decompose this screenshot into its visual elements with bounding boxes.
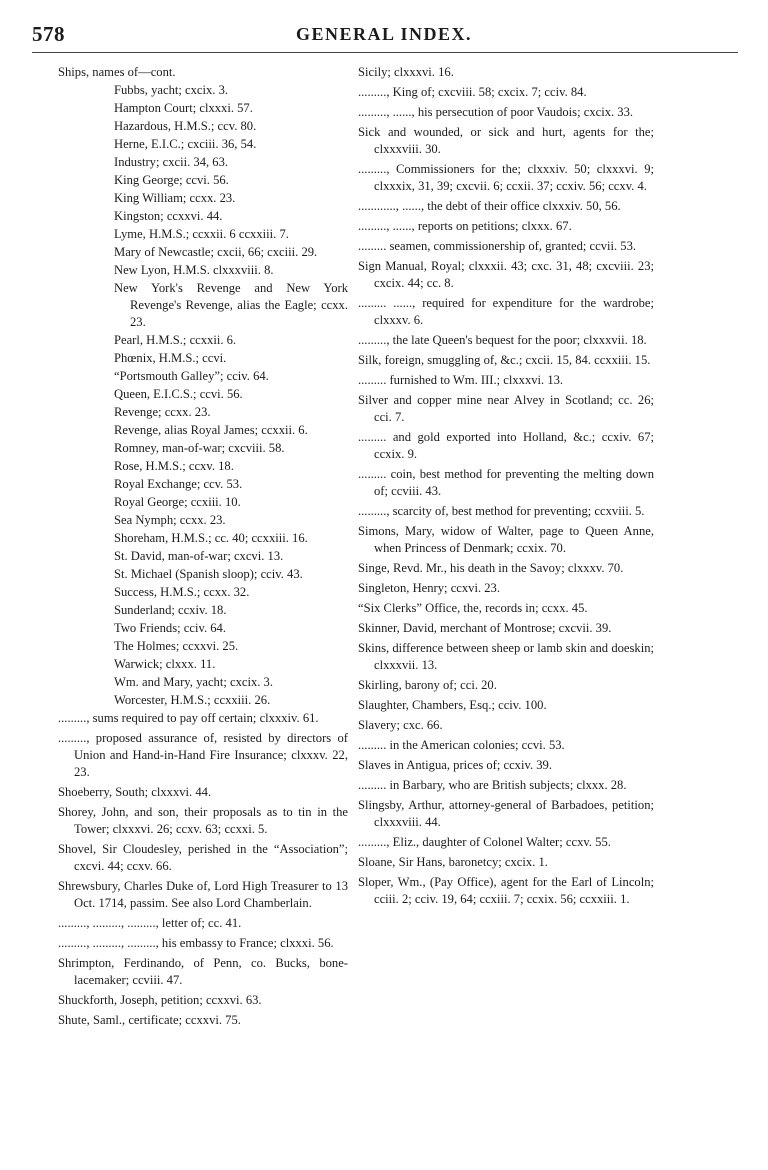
index-entry: Slaughter, Chambers, Esq.; cciv. 100. (358, 698, 547, 712)
index-entry: Hampton Court; clxxxi. 57. (114, 101, 253, 115)
index-entry: Sloane, Sir Hans, baronetcy; cxcix. 1. (358, 855, 548, 869)
index-entry: Hazardous, H.M.S.; ccv. 80. (114, 119, 257, 133)
index-entry: Slaves in Antigua, prices of; ccxiv. 39. (358, 758, 552, 772)
page-number: 578 (32, 22, 65, 46)
index-entry: ........., sums required to pay off certain; clxxxiv. 61. (58, 711, 319, 725)
index-entry: Mary of Newcastle; cxcii, 66; cxciii. 29. (114, 245, 318, 259)
running-head: GENERAL INDEX. (295, 24, 473, 44)
index-entry: Shoeberry, South; clxxxvi. 44. (58, 785, 212, 799)
index-entry: ........., ......, reports on petitions; clxxx. 67. (358, 219, 572, 233)
index-entry: Revenge, alias Royal James; ccxxii. 6. (114, 423, 308, 437)
index-entry: Shute, Saml., certificate; ccxxvi. 75. (58, 1013, 241, 1027)
index-entry: Shoreham, H.M.S.; cc. 40; ccxxiii. 16. (114, 531, 308, 545)
index-entry: Phœnix, H.M.S.; ccvi. (114, 351, 227, 365)
index-entry: Sloper, Wm., (Pay Office), agent for the Earl of Lincoln; cciii. 2; cciv. 19, 64; ccxiii. 7; ccxix. 56; ccxxiii. 1. (358, 875, 654, 906)
index-entry: Simons, Mary, widow of Walter, page to Queen Anne, when Princess of Denmark; ccxix. 70. (358, 524, 654, 555)
index-entry: ......... ......, required for expenditure for the wardrobe; clxxxv. 6. (358, 296, 654, 327)
index-entry: Revenge; ccxx. 23. (114, 405, 211, 419)
index-entry: Skins, difference between sheep or lamb skin and doeskin; clxxxvii. 13. (358, 641, 654, 672)
index-entry: Romney, man-of-war; cxcviii. 58. (114, 441, 285, 455)
index-entry: Queen, E.I.C.S.; ccvi. 56. (114, 387, 243, 401)
index-entry: “Six Clerks” Office, the, records in; ccxx. 45. (358, 601, 588, 615)
index-entry: Silver and copper mine near Alvey in Scotland; cc. 26; cci. 7. (358, 393, 654, 424)
index-entry: Sunderland; ccxiv. 18. (114, 603, 227, 617)
index-entry: King George; ccvi. 56. (114, 173, 229, 187)
index-entry: ........., proposed assurance of, resisted by directors of Union and Hand-in-Hand Fire Insurance; clxxxv. 22, 23. (58, 731, 348, 779)
header-rule (32, 52, 738, 53)
index-entry: New Lyon, H.M.S. clxxxviii. 8. (114, 263, 274, 277)
index-entry: ......... furnished to Wm. III.; clxxxvi. 13. (358, 373, 564, 387)
index-entry: Pearl, H.M.S.; ccxxii. 6. (114, 333, 237, 347)
index-entry: King William; ccxx. 23. (114, 191, 236, 205)
index-entry: Lyme, H.M.S.; ccxxii. 6 ccxxiii. 7. (114, 227, 289, 241)
index-entry: Shrimpton, Ferdinando, of Penn, co. Bucks, bone-lacemaker; ccviii. 47. (58, 956, 348, 987)
index-entry: ........., King of; cxcviii. 58; cxcix. 7; cciv. 84. (358, 85, 587, 99)
index-entry: ........., Eliz., daughter of Colonel Walter; ccxv. 55. (358, 835, 611, 849)
index-entry: Royal George; ccxiii. 10. (114, 495, 241, 509)
index-entry: Two Friends; cciv. 64. (114, 621, 226, 635)
index-entry: Sign Manual, Royal; clxxxii. 43; cxc. 31, 48; cxcviii. 23; cxcix. 44; cc. 8. (358, 259, 654, 290)
index-entry: ......... and gold exported into Holland, &c.; ccxiv. 67; ccxix. 9. (358, 430, 654, 461)
index-entry: Royal Exchange; ccv. 53. (114, 477, 243, 491)
index-entry: Ships, names of—cont. (58, 65, 176, 79)
index-entry: Industry; cxcii. 34, 63. (114, 155, 229, 169)
index-entry: Success, H.M.S.; ccxx. 32. (114, 585, 250, 599)
index-entry: Sick and wounded, or sick and hurt, agents for the; clxxxviii. 30. (358, 125, 654, 156)
index-entry: Shuckforth, Joseph, petition; ccxxvi. 63. (58, 993, 262, 1007)
index-entry: ........., scarcity of, best method for preventing; ccxviii. 5. (358, 504, 645, 518)
index-entry: ........., the late Queen's bequest for the poor; clxxxvii. 18. (358, 333, 647, 347)
index-entry: ......... seamen, commissionership of, granted; ccvii. 53. (358, 239, 637, 253)
index-entry: New York's Revenge and New York Revenge's Revenge, alias the Eagle; ccxx. 23. (114, 281, 348, 329)
index-entry: “Portsmouth Galley”; cciv. 64. (114, 369, 269, 383)
index-entry: The Holmes; ccxxvi. 25. (114, 639, 239, 653)
index-entry: ........., ........., ........., letter of; cc. 41. (58, 916, 242, 930)
index-entry: Sicily; clxxxvi. 16. (358, 65, 454, 79)
index-entry: Skinner, David, merchant of Montrose; cxcvii. 39. (358, 621, 612, 635)
index-entry: Kingston; ccxxvi. 44. (114, 209, 223, 223)
index-entry: ........., Commissioners for the; clxxxiv. 50; clxxxvi. 9; clxxxix, 31, 39; cxcvii. 6; ccxii. 37; ccxiv. 56; ccxv. 4. (358, 162, 654, 193)
index-entry: ......... in the American colonies; ccvi. 53. (358, 738, 565, 752)
index-entry: Fubbs, yacht; cxcix. 3. (114, 83, 229, 97)
index-entry: Rose, H.M.S.; ccxv. 18. (114, 459, 234, 473)
index-entry: Wm. and Mary, yacht; cxcix. 3. (114, 675, 274, 689)
index-entry: ........., ......, his persecution of poor Vaudois; cxcix. 33. (358, 105, 634, 119)
index-entry: St. Michael (Spanish sloop); cciv. 43. (114, 567, 303, 581)
index-entry: Singleton, Henry; ccxvi. 23. (358, 581, 501, 595)
index-entry: St. David, man-of-war; cxcvi. 13. (114, 549, 284, 563)
index-entry: Warwick; clxxx. 11. (114, 657, 216, 671)
index-entry: Shovel, Sir Cloudesley, perished in the “Association”; cxcvi. 44; ccxv. 66. (58, 842, 348, 873)
index-entry: Slavery; cxc. 66. (358, 718, 443, 732)
index-column-left (58, 64, 348, 1032)
index-entry: Herne, E.I.C.; cxciii. 36, 54. (114, 137, 257, 151)
index-entry: ............, ......, the debt of their office clxxxiv. 50, 56. (358, 199, 621, 213)
index-entry: Shorey, John, and son, their proposals as to tin in the Tower; clxxxvi. 26; ccxv. 63; ccxxi. 5. (58, 805, 348, 836)
index-entry: ......... in Barbary, who are British subjects; clxxx. 28. (358, 778, 627, 792)
index-entry: Shrewsbury, Charles Duke of, Lord High Treasurer to 13 Oct. 1714, passim. See also Lord Chamberlain. (58, 879, 348, 910)
index-entry: Singe, Revd. Mr., his death in the Savoy; clxxxv. 70. (358, 561, 624, 575)
index-entry: Slingsby, Arthur, attorney-general of Barbadoes, petition; clxxxviii. 44. (358, 798, 654, 829)
index-entry: ......... coin, best method for preventing the melting down of; ccviii. 43. (358, 467, 654, 498)
index-entry: Silk, foreign, smuggling of, &c.; cxcii. 15, 84. ccxxiii. 15. (358, 353, 651, 367)
index-entry: Skirling, barony of; cci. 20. (358, 678, 497, 692)
index-entry: Worcester, H.M.S.; ccxxiii. 26. (114, 693, 271, 707)
index-column-right (358, 64, 654, 911)
index-entry: Sea Nymph; ccxx. 23. (114, 513, 226, 527)
index-entry: ........., ........., ........., his embassy to France; clxxxi. 56. (58, 936, 334, 950)
